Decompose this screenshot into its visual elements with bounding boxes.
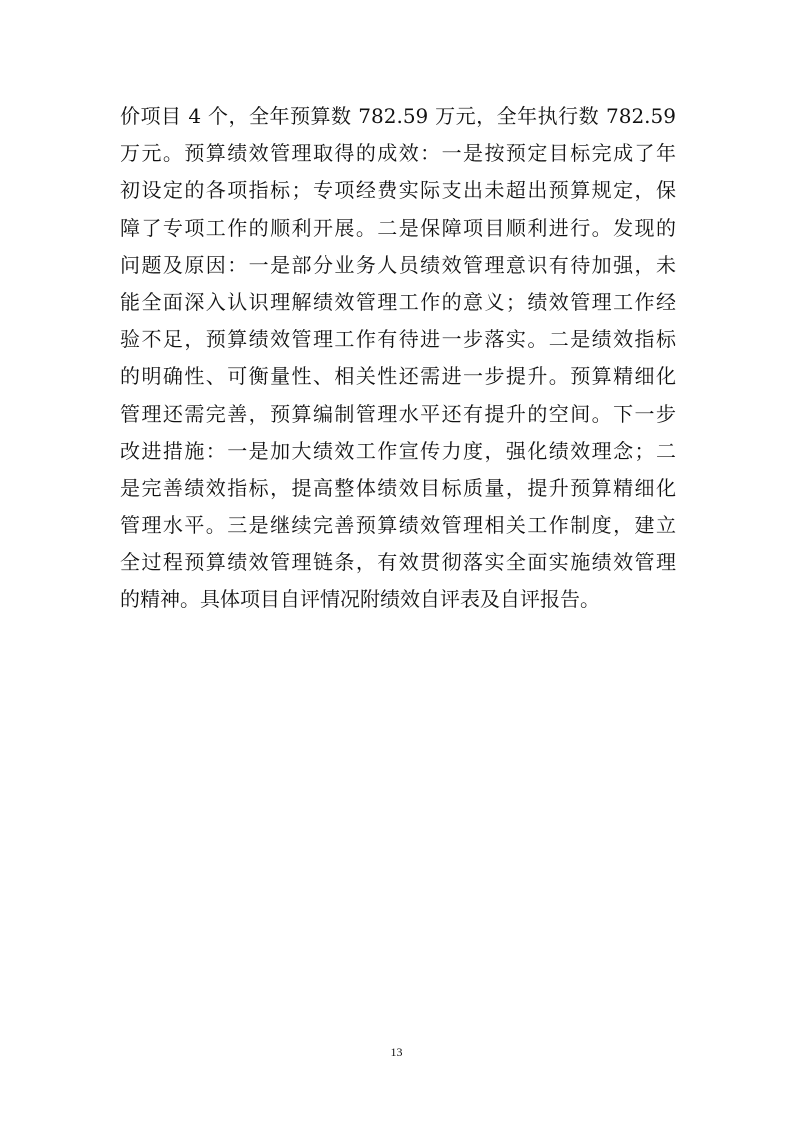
paragraph-line-1: 价项目 4 个，全年预算数 782.59 万元，全年执行数 782.59 xyxy=(120,104,676,128)
paragraph-line-8: 的明确性、可衡量性、相关性还需进一步提升。预算精细化 xyxy=(120,364,676,389)
paragraph-line-4: 障了专项工作的顺利开展。二是保障项目顺利进行。发现的 xyxy=(120,215,676,240)
paragraph-line-12: 管理水平。三是继续完善预算绩效管理相关工作制度，建立 xyxy=(120,513,676,538)
paragraph-line-3: 初设定的各项指标；专项经费实际支出未超出预算规定，保 xyxy=(120,178,676,203)
paragraph-line-5: 问题及原因：一是部分业务人员绩效管理意识有待加强，未 xyxy=(120,252,676,277)
paragraph-line-14: 的精神。具体项目自评情况附绩效自评表及自评报告。 xyxy=(120,587,600,612)
paragraph-line-13: 全过程预算绩效管理链条，有效贯彻落实全面实施绩效管理 xyxy=(120,550,676,575)
body-paragraph xyxy=(120,98,676,619)
paragraph-line-10: 改进措施：一是加大绩效工作宣传力度，强化绩效理念；二 xyxy=(120,438,676,463)
page-number: 13 xyxy=(390,1045,403,1059)
paragraph-line-6: 能全面深入认识理解绩效管理工作的意义；绩效管理工作经 xyxy=(120,289,676,314)
paragraph-line-7: 验不足，预算绩效管理工作有待进一步落实。二是绩效指标 xyxy=(120,327,676,352)
paragraph-line-11: 是完善绩效指标，提高整体绩效目标质量，提升预算精细化 xyxy=(120,475,676,500)
paragraph-line-2: 万元。预算绩效管理取得的成效：一是按预定目标完成了年 xyxy=(120,141,676,166)
paragraph-line-9: 管理还需完善，预算编制管理水平还有提升的空间。下一步 xyxy=(120,401,676,426)
